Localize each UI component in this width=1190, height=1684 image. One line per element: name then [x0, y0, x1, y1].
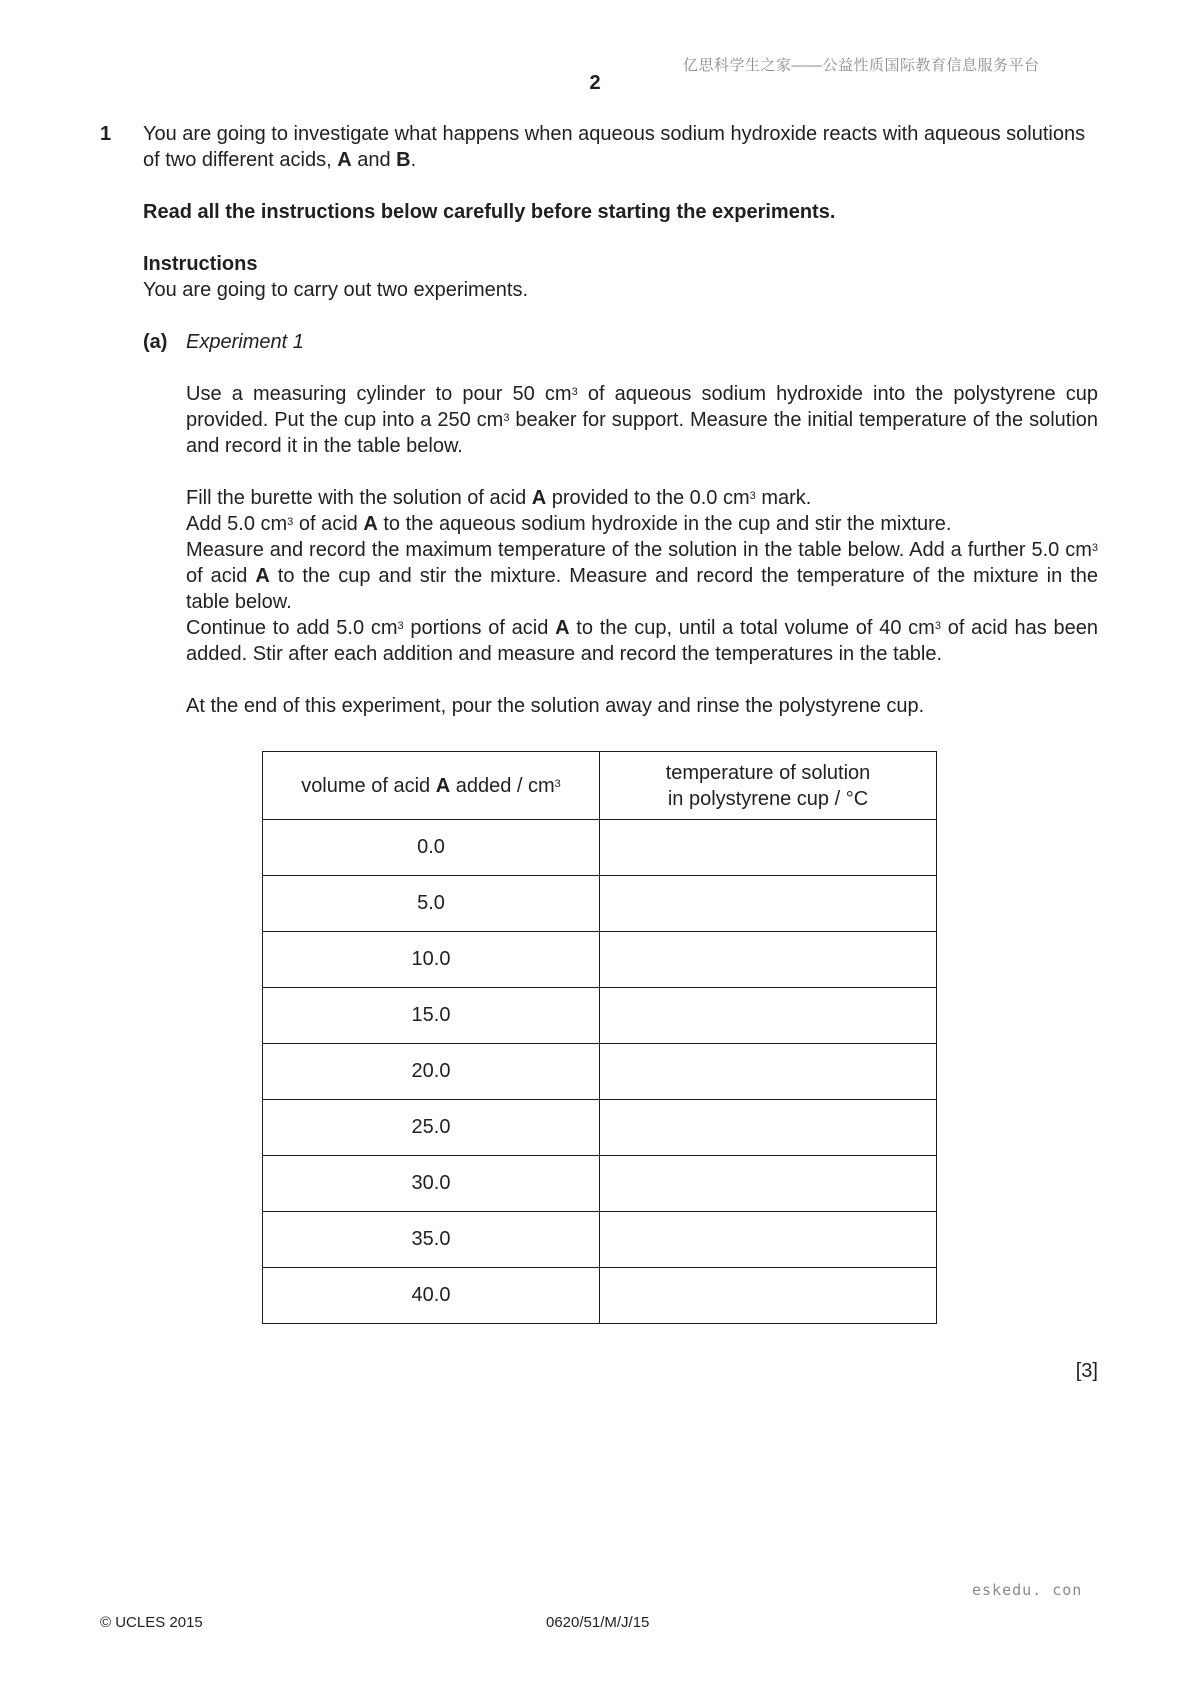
instructions-text: You are going to carry out two experiments.	[143, 279, 529, 301]
table-row	[263, 1044, 937, 1100]
table-row	[263, 876, 937, 932]
footer-paper-code: 0620/51/M/J/15	[546, 1614, 650, 1631]
temperature-cell[interactable]	[600, 1100, 937, 1156]
table-row	[263, 932, 937, 988]
temperature-cell[interactable]	[600, 1212, 937, 1268]
volume-cell: 0.0	[263, 820, 600, 876]
temperature-cell[interactable]	[600, 1044, 937, 1100]
table-row	[263, 988, 937, 1044]
temperature-cell[interactable]	[600, 820, 937, 876]
table-row	[263, 1268, 937, 1324]
volume-cell: 35.0	[263, 1212, 600, 1268]
experiment-para-2	[186, 485, 1098, 667]
results-table	[262, 751, 937, 1324]
para2-line-4: Continue to add 5.0 $cm^3$ portions of acid A to the cup, until a total volume of 40 $cm^3$ of acid has been added. Stir after each addition and measure and record the temperatures in the table.	[186, 617, 1099, 665]
temperature-cell[interactable]	[600, 988, 937, 1044]
marks-label: [3]	[1075, 1360, 1098, 1382]
volume-cell: 25.0	[263, 1100, 600, 1156]
watermark-top: 亿思科学生之家——公益性质国际教育信息服务平台	[683, 57, 1040, 74]
page-number: 2	[589, 72, 601, 94]
table-header-row	[263, 752, 937, 820]
experiment-para-1: Use a measuring cylinder to pour 50 $cm^3$ of aqueous sodium hydroxide into the polystyrene cup provided. Put the cup into a 250 $cm^3$ beaker for support. Measure the initial temperature of the solution and record it in the table below.	[186, 383, 1099, 457]
volume-cell: 10.0	[263, 932, 600, 988]
table-row	[263, 1212, 937, 1268]
table-row	[263, 1156, 937, 1212]
temperature-cell[interactable]	[600, 876, 937, 932]
volume-cell: 15.0	[263, 988, 600, 1044]
header-temperature: temperature of solution in polystyrene cup / °C	[600, 752, 937, 820]
table-row	[263, 820, 937, 876]
temperature-cell[interactable]	[600, 932, 937, 988]
volume-cell: 40.0	[263, 1268, 600, 1324]
part-a-label: (a)	[143, 331, 168, 353]
footer-copyright: © UCLES 2015	[100, 1614, 203, 1631]
experiment-para-3: At the end of this experiment, pour the solution away and rinse the polystyrene cup.	[186, 695, 925, 717]
read-all-instruction: Read all the instructions below carefully before starting the experiments.	[143, 201, 836, 223]
temperature-cell[interactable]	[600, 1156, 937, 1212]
para2-line-3: Measure and record the maximum temperature of the solution in the table below. Add a further 5.0 $cm^3$ of acid A to the cup and stir the mixture. Measure and record the temperature of the mixture in the table below.	[186, 539, 1098, 613]
temperature-cell[interactable]	[600, 1268, 937, 1324]
question-number: 1	[100, 123, 112, 145]
watermark-bottom: eskedu. con	[972, 1581, 1083, 1599]
para2-line-1: Fill the burette with the solution of acid A provided to the 0.0 $cm^3$ mark.	[186, 487, 812, 509]
part-a-title: Experiment 1	[186, 331, 304, 353]
table-row	[263, 1100, 937, 1156]
volume-cell: 30.0	[263, 1156, 600, 1212]
header-volume: volume of acid A added / $cm^3$	[263, 752, 600, 820]
volume-cell: 20.0	[263, 1044, 600, 1100]
question-intro: You are going to investigate what happens when aqueous sodium hydroxide reacts with aqueous solutions of two different acids, A and B.	[143, 123, 1086, 171]
volume-cell: 5.0	[263, 876, 600, 932]
instructions-heading: Instructions	[143, 253, 258, 275]
para2-line-2: Add 5.0 $cm^3$ of acid A to the aqueous sodium hydroxide in the cup and stir the mixture.	[186, 513, 952, 535]
